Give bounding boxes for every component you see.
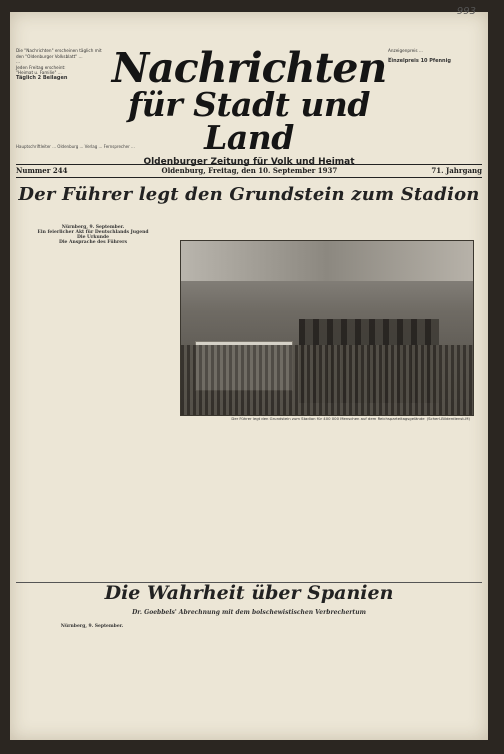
main-headline: Der Führer legt den Grundstein zum Stadion (18, 184, 480, 205)
article-subhead: Die Urkunde (76, 235, 109, 240)
right-info-line: ... (388, 53, 392, 59)
archive-stamp: 993 (456, 6, 476, 17)
photo-credit: (Scherl-Bilderdienst-M) (426, 416, 470, 421)
article-dateline: Nürnberg, 9. September. (61, 225, 125, 230)
left-info-line: Jeden Freitag erscheint: (16, 64, 66, 70)
article-b-column-1 (18, 624, 166, 736)
article-subhead: Die Ansprache des Führers (58, 240, 128, 245)
article-column-2 (180, 432, 320, 578)
left-info-line: Täglich 2 Beilagen (16, 74, 68, 81)
article-b-column-3 (330, 624, 480, 736)
newspaper-tagline: Oldenburger Zeitung für Volk und Heimat (143, 157, 355, 167)
issue-date: Oldenburg, Freitag, den 10. September 1937 (161, 166, 338, 175)
article-b-column-2 (174, 624, 322, 736)
second-headline: Die Wahrheit über Spanien (104, 582, 394, 604)
left-info-line: Die "Nachrichten" erscheinen täglich mit (16, 48, 102, 53)
photo-caption-block (184, 417, 472, 422)
photo-sky (181, 241, 473, 281)
photo-crowd (181, 345, 473, 415)
newspaper-title: Nachrichten (111, 44, 387, 92)
second-subheadline: Dr. Goebbels' Abrechnung mit dem bolschewistischen Verbrechertum (132, 609, 366, 616)
volume-number: 71. Jahrgang (431, 166, 482, 175)
left-info-box (16, 48, 106, 82)
left-info-line: "Heimat u. Familie" ... (16, 70, 62, 76)
dateline-bar (16, 164, 482, 178)
issue-number: Nummer 244 (16, 166, 68, 175)
right-info-line: Anzeigenpreis ... (388, 48, 423, 53)
right-info-line: Einzelpreis 10 Pfennig (388, 58, 451, 65)
right-info-box (388, 48, 482, 65)
article-subhead: Ein feierlicher Akt für Deutschlands Jugend (37, 230, 149, 235)
publisher-info: Hauptschriftleiter ... Oldenburg ... Verlag ... Fernsprecher ... (16, 144, 135, 149)
newspaper-page (10, 6, 488, 740)
news-photo (180, 240, 474, 416)
left-info-line: den "Oldenburger Volksblatt" ... (16, 53, 83, 59)
photo-caption: Der Führer legt den Grundstein zum Stadion für 400 000 Menschen auf dem Reichsparteitagsgelände (231, 416, 425, 421)
left-info-line: ... (16, 59, 20, 65)
article-b-dateline: Nürnberg, 9. September. (60, 624, 124, 629)
newspaper-subtitle: für Stadt und Land (128, 85, 370, 157)
article-column-1 (18, 225, 168, 497)
article-column-3 (328, 432, 472, 578)
